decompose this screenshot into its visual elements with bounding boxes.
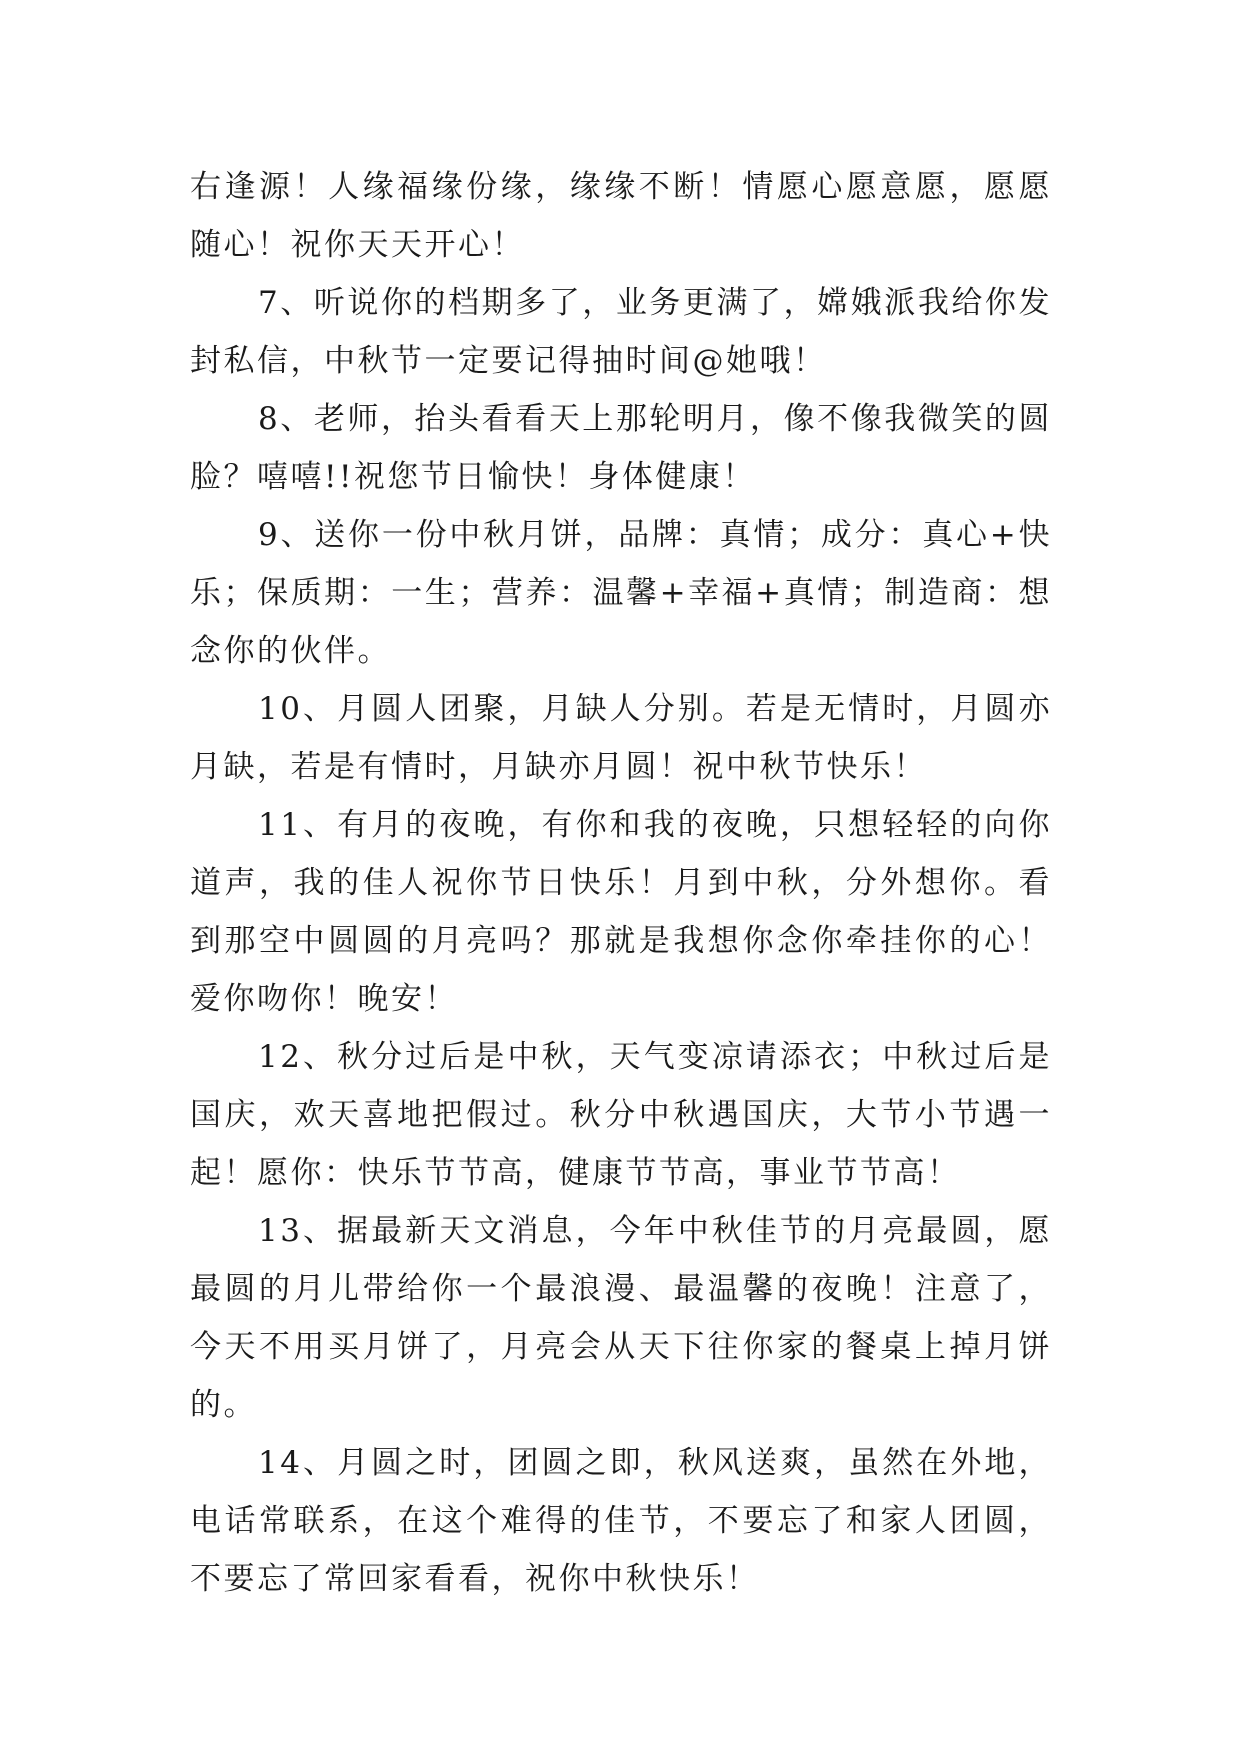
paragraph-continuation: 右逢源！人缘福缘份缘，缘缘不断！情愿心愿意愿，愿愿随心！祝你天天开心！	[190, 169, 1052, 263]
paragraph-item-13: 13、据最新天文消息，今年中秋佳节的月亮最圆，愿最圆的月儿带给你一个最浪漫、最温馨的夜晚！注意了，今天不用买月饼了，月亮会从天下往你家的餐桌上掉月饼的。	[190, 1213, 1052, 1423]
paragraph-item-12: 12、秋分过后是中秋，天气变凉请添衣；中秋过后是国庆，欢天喜地把假过。秋分中秋遇国庆，大节小节遇一起！愿你：快乐节节高，健康节节高，事业节节高！	[190, 1039, 1052, 1191]
paragraph-item-10: 10、月圆人团聚，月缺人分别。若是无情时，月圆亦月缺，若是有情时，月缺亦月圆！祝中秋节快乐！	[190, 691, 1052, 785]
paragraph-item-8: 8、老师，抬头看看天上那轮明月，像不像我微笑的圆脸？嘻嘻!!祝您节日愉快！身体健康！	[190, 401, 1052, 495]
paragraph-item-9: 9、送你一份中秋月饼，品牌：真情；成分：真心+快乐；保质期：一生；营养：温馨+幸福+真情；制造商：想念你的伙伴。	[190, 517, 1052, 669]
document-body	[190, 158, 1052, 1608]
paragraph-item-11: 11、有月的夜晚，有你和我的夜晚，只想轻轻的向你道声，我的佳人祝你节日快乐！月到中秋，分外想你。看到那空中圆圆的月亮吗？那就是我想你念你牵挂你的心！爱你吻你！晚安！	[190, 807, 1052, 1017]
paragraph-item-14: 14、月圆之时，团圆之即，秋风送爽，虽然在外地，电话常联系，在这个难得的佳节，不要忘了和家人团圆，不要忘了常回家看看，祝你中秋快乐！	[190, 1445, 1052, 1597]
paragraph-item-7: 7、听说你的档期多了，业务更满了，嫦娥派我给你发封私信，中秋节一定要记得抽时间@她哦！	[190, 285, 1052, 379]
